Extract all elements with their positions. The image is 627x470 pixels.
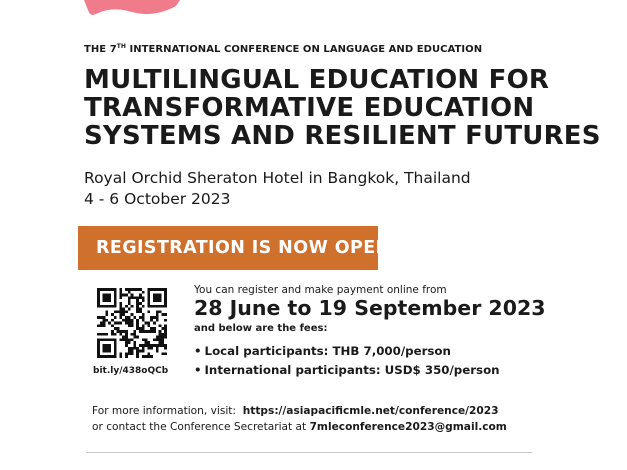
secretariat-email-link[interactable]: 7mleconference2023@gmail.com [309, 421, 507, 433]
contact-block [92, 403, 507, 435]
conference-title [84, 66, 601, 150]
venue-location: Royal Orchid Sheraton Hotel in Bangkok, Thailand [84, 169, 471, 187]
venue-dates: 4 - 6 October 2023 [84, 190, 231, 208]
registration-intro: You can register and make payment online from [194, 284, 447, 296]
fee-list [194, 342, 500, 380]
conference-url-link[interactable]: https://asiapacificmle.net/conference/2023 [242, 405, 499, 417]
venue-block [84, 168, 471, 210]
registration-window: 28 June to 19 September 2023 [194, 296, 546, 320]
fee-item-international: • International participants: USD$ 350/person [194, 361, 500, 380]
title-line: MULTILINGUAL EDUCATION FOR [84, 65, 550, 95]
qr-short-link[interactable]: bit.ly/438oQCb [93, 366, 169, 376]
decorative-top-shape [84, 0, 180, 18]
fees-intro: and below are the fees: [194, 323, 328, 334]
fee-item-local: • Local participants: THB 7,000/person [194, 342, 500, 361]
secretariat-line: or contact the Conference Secretariat at 7mleconference2023@gmail.com [92, 421, 507, 433]
title-line: TRANSFORMATIVE EDUCATION [84, 93, 535, 123]
qr-code-icon[interactable] [97, 288, 167, 358]
info-line: For more information, visit: https://asiapacificmle.net/conference/2023 [92, 405, 499, 417]
conference-supertitle: THE 7TH INTERNATIONAL CONFERENCE ON LANGUAGE AND EDUCATION [84, 43, 483, 55]
title-line: SYSTEMS AND RESILIENT FUTURES [84, 121, 601, 151]
bottom-divider [86, 452, 532, 453]
registration-banner: REGISTRATION IS NOW OPEN [78, 226, 378, 270]
